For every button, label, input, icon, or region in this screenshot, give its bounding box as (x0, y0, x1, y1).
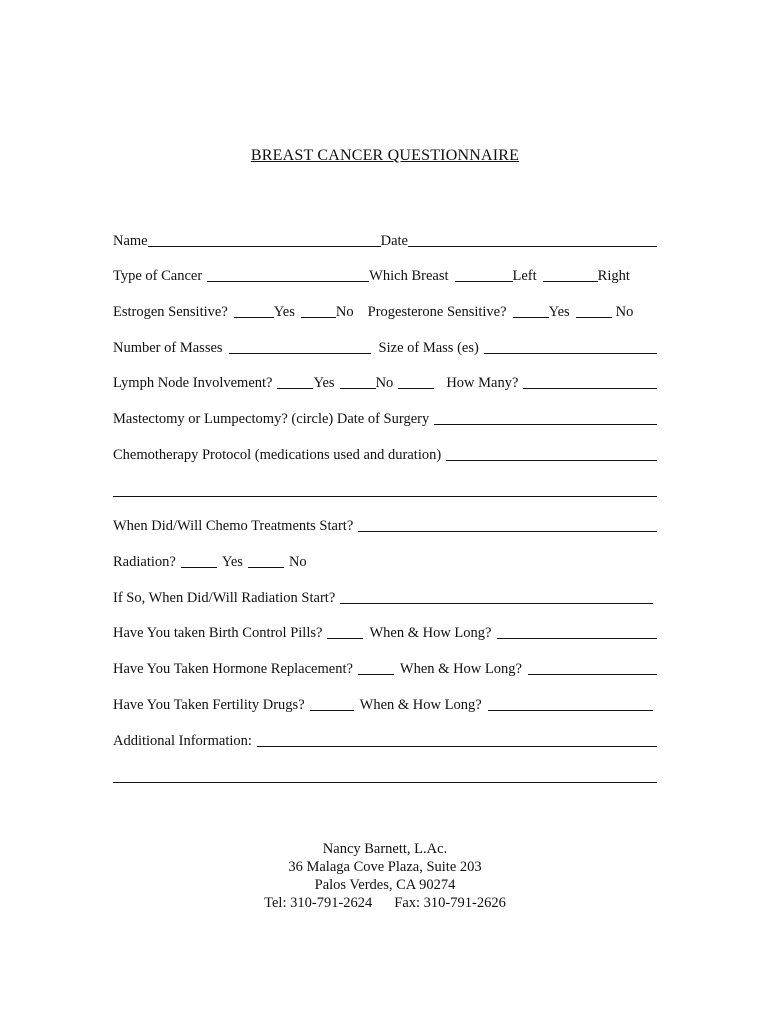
progesterone-yes-field[interactable] (513, 303, 549, 318)
fertility-label: Have You Taken Fertility Drugs? (113, 697, 305, 713)
fertility-when-field[interactable] (488, 696, 653, 711)
fertility-when-label: When & How Long? (359, 697, 482, 713)
additional-info-label: Additional Information: (113, 733, 252, 749)
radiation-start-field[interactable] (340, 589, 653, 604)
fertility-field[interactable] (310, 696, 354, 711)
progesterone-no-field[interactable] (576, 303, 612, 318)
right-breast-field[interactable] (543, 267, 598, 282)
lymph-node-row (113, 372, 657, 392)
name-field[interactable] (148, 232, 381, 247)
lymph-yes-field[interactable] (277, 374, 313, 389)
estrogen-yes-field[interactable] (234, 303, 274, 318)
which-breast-label: Which Breast (369, 268, 449, 284)
lymph-node-label: Lymph Node Involvement? (113, 375, 273, 391)
telephone: Tel: 310-791-2624 (264, 895, 373, 911)
page-title: BREAST CANCER QUESTIONNAIRE (250, 147, 520, 164)
type-of-cancer-field[interactable] (207, 267, 369, 282)
hormone-replacement-row (113, 658, 657, 678)
practitioner-name: Nancy Barnett, L.Ac. (322, 841, 448, 857)
chemo-start-row (113, 515, 657, 535)
how-many-field[interactable] (523, 374, 657, 389)
chemo-start-label: When Did/Will Chemo Treatments Start? (113, 518, 354, 534)
radiation-no-field[interactable] (248, 553, 284, 568)
practitioner-contact (0, 840, 770, 912)
practitioner-phones (0, 894, 770, 912)
birth-control-field[interactable] (327, 624, 363, 639)
mastectomy-label: Mastectomy or Lumpectomy? (circle) Date of Surgery (113, 411, 430, 427)
birth-control-when-field[interactable] (497, 624, 657, 639)
number-of-masses-field[interactable] (229, 339, 371, 354)
additional-info-continuation-line[interactable] (113, 782, 657, 783)
chemo-protocol-field[interactable] (446, 446, 657, 461)
masses-row (113, 337, 657, 357)
radiation-start-label: If So, When Did/Will Radiation Start? (113, 590, 336, 606)
progesterone-no-label: No (615, 304, 634, 320)
lymph-yes-label: Yes (313, 375, 335, 391)
estrogen-yes-label: Yes (273, 304, 295, 320)
date-field[interactable] (408, 232, 657, 247)
type-of-cancer-label: Type of Cancer (113, 268, 203, 284)
name-date-row (113, 230, 657, 250)
practitioner-city: Palos Verdes, CA 90274 (314, 877, 456, 893)
fax: Fax: 310-791-2626 (394, 895, 506, 911)
progesterone-label: Progesterone Sensitive? (367, 304, 507, 320)
additional-info-field[interactable] (257, 732, 657, 747)
left-label: Left (512, 268, 537, 284)
right-label: Right (597, 268, 630, 284)
date-label: Date (380, 233, 408, 249)
number-of-masses-label: Number of Masses (113, 340, 223, 356)
estrogen-no-label: No (335, 304, 354, 320)
chemo-protocol-row (113, 444, 657, 464)
estrogen-no-field[interactable] (301, 303, 336, 318)
radiation-label: Radiation? (113, 554, 176, 570)
size-of-mass-label: Size of Mass (es) (378, 340, 479, 356)
radiation-row (113, 551, 657, 571)
lymph-count-field[interactable] (398, 374, 434, 389)
surgery-row (113, 408, 657, 428)
hormone-label: Have You Taken Hormone Replacement? (113, 661, 353, 677)
size-of-mass-field[interactable] (484, 339, 657, 354)
lymph-no-field[interactable] (340, 374, 376, 389)
hormone-when-label: When & How Long? (399, 661, 522, 677)
cancer-type-row (113, 265, 657, 285)
practitioner-address: 36 Malaga Cove Plaza, Suite 203 (288, 859, 482, 875)
hormone-field[interactable] (358, 660, 394, 675)
how-many-label: How Many? (446, 375, 519, 391)
date-of-surgery-field[interactable] (434, 410, 657, 425)
radiation-no-label: No (288, 554, 307, 570)
chemo-protocol-continuation-line[interactable] (113, 496, 657, 497)
birth-control-when-label: When & How Long? (369, 625, 492, 641)
fertility-row (113, 694, 653, 714)
progesterone-yes-label: Yes (548, 304, 570, 320)
hormone-sensitivity-row (113, 301, 657, 321)
left-breast-field[interactable] (455, 267, 513, 282)
chemo-start-field[interactable] (358, 517, 657, 532)
birth-control-row (113, 622, 657, 642)
estrogen-label: Estrogen Sensitive? (113, 304, 228, 320)
radiation-start-row (113, 587, 653, 607)
birth-control-label: Have You taken Birth Control Pills? (113, 625, 323, 641)
chemo-protocol-label: Chemotherapy Protocol (medications used and duration) (113, 447, 442, 463)
name-label: Name (113, 233, 148, 249)
lymph-no-label: No (375, 375, 394, 391)
radiation-yes-label: Yes (221, 554, 243, 570)
additional-info-row (113, 730, 657, 750)
hormone-when-field[interactable] (528, 660, 657, 675)
radiation-yes-field[interactable] (181, 553, 217, 568)
